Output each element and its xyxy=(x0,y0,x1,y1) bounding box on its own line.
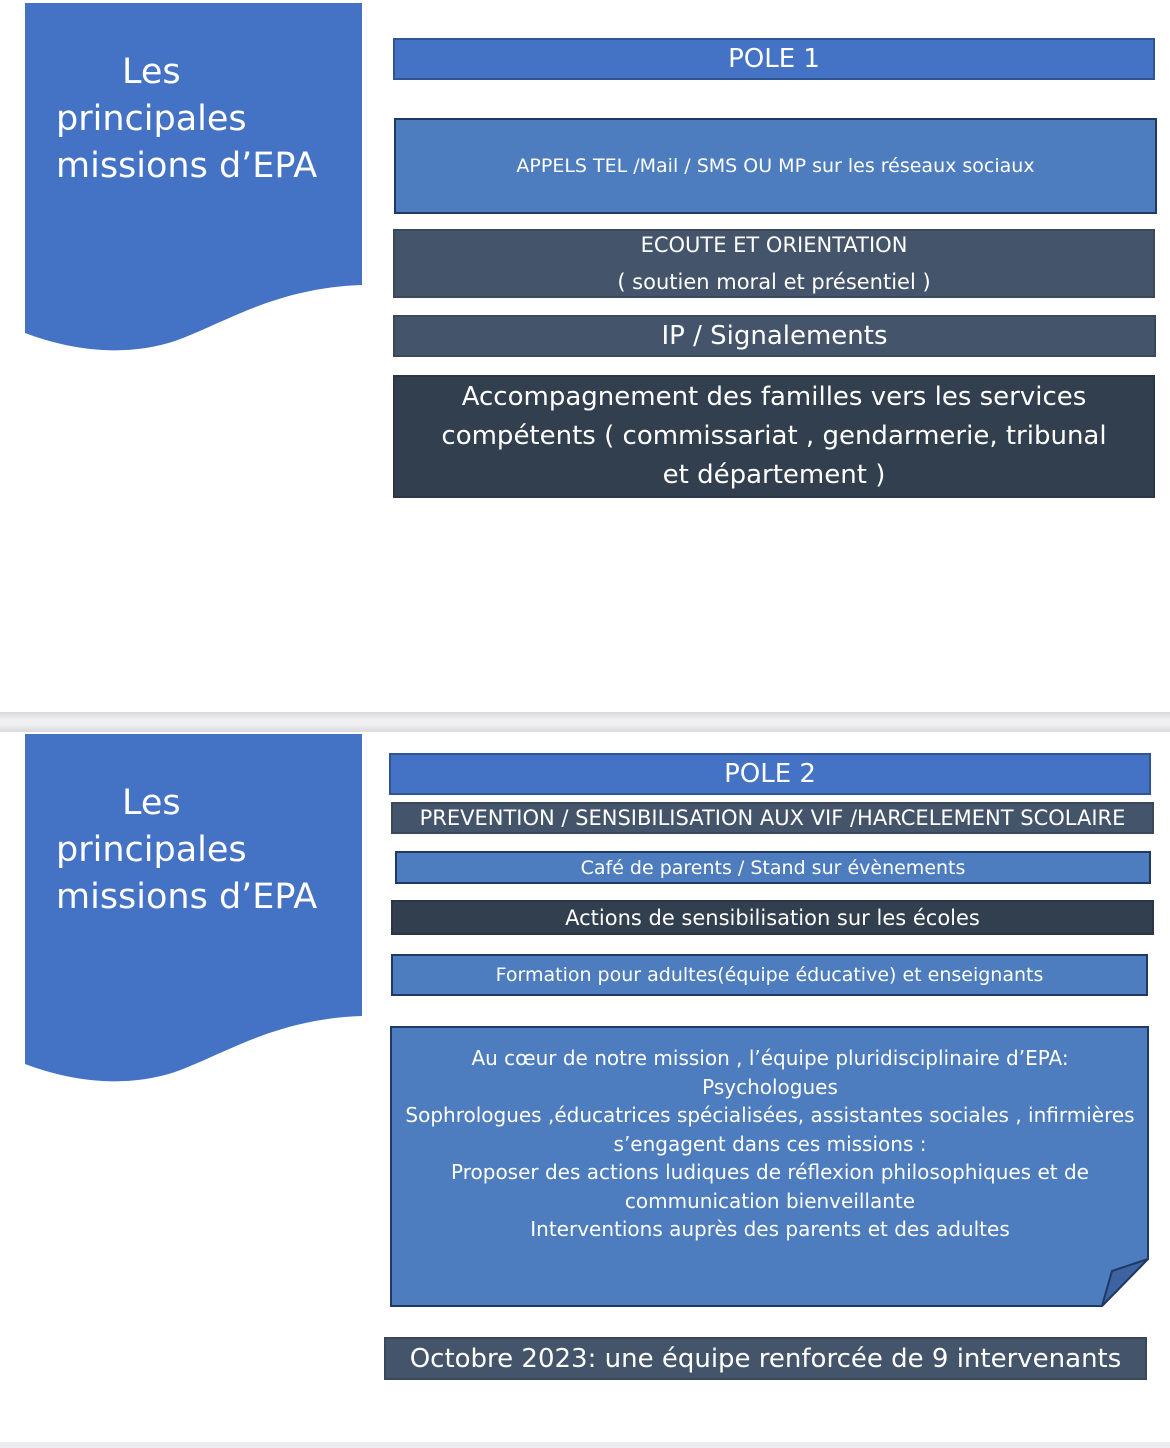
banner-title-line: principales xyxy=(56,99,247,139)
school-actions-box: Actions de sensibilisation sur les écoles xyxy=(391,900,1154,935)
box-line: ( soutien moral et présentiel ) xyxy=(617,269,931,294)
box-line: et département ) xyxy=(662,460,886,490)
banner-title-line: missions d’EPA xyxy=(56,877,318,917)
title-banner xyxy=(25,734,362,1084)
listening-orientation-box xyxy=(393,229,1155,298)
prevention-box: PREVENTION / SENSIBILISATION AUX VIF /HARCELEMENT SCOLAIRE xyxy=(391,802,1154,834)
note-line: Interventions auprès des parents et des adultes xyxy=(530,1217,1010,1241)
banner-title-line: principales xyxy=(56,830,247,870)
box-line: ECOUTE ET ORIENTATION xyxy=(640,232,908,257)
slide-pole-1 xyxy=(0,0,1170,712)
contact-channels-box: APPELS TEL /Mail / SMS OU MP sur les réseaux sociaux xyxy=(394,118,1157,214)
banner-title-line: missions d’EPA xyxy=(56,146,318,186)
box-line: Accompagnement des familles vers les services xyxy=(461,382,1087,412)
parents-cafe-box: Café de parents / Stand sur évènements xyxy=(395,851,1151,884)
box-line: compétents ( commissariat , gendarmerie, tribunal xyxy=(441,421,1107,451)
pole-2-title: POLE 2 xyxy=(389,753,1151,795)
note-line: Au cœur de notre mission , l’équipe pluridisciplinaire d’EPA: Psychologues xyxy=(471,1046,1069,1099)
family-support-box xyxy=(393,375,1155,498)
banner-title-line: Les xyxy=(122,52,181,92)
note-line: Sophrologues ,éducatrices spécialisées, assistantes sociales , infirmières xyxy=(405,1103,1135,1127)
banner-title-line: Les xyxy=(122,783,181,823)
slide-pole-2 xyxy=(0,732,1170,1442)
title-banner xyxy=(25,3,362,353)
note-line: Proposer des actions ludiques de réflexion philosophiques et de xyxy=(451,1160,1089,1184)
note-line: communication bienveillante xyxy=(624,1188,916,1213)
mission-note-box xyxy=(390,1026,1150,1308)
banner-title xyxy=(56,49,356,190)
reports-box: IP / Signalements xyxy=(393,315,1156,357)
banner-title xyxy=(56,780,356,921)
mission-note-text xyxy=(402,1044,1138,1244)
slide-bottom-border xyxy=(0,1442,1170,1448)
slide-separator xyxy=(0,712,1170,732)
team-announcement-box: Octobre 2023: une équipe renforcée de 9 intervenants xyxy=(384,1337,1147,1380)
pole-1-title: POLE 1 xyxy=(393,38,1155,80)
training-box: Formation pour adultes(équipe éducative) et enseignants xyxy=(391,954,1148,996)
note-line: s’engagent dans ces missions : xyxy=(613,1131,927,1156)
